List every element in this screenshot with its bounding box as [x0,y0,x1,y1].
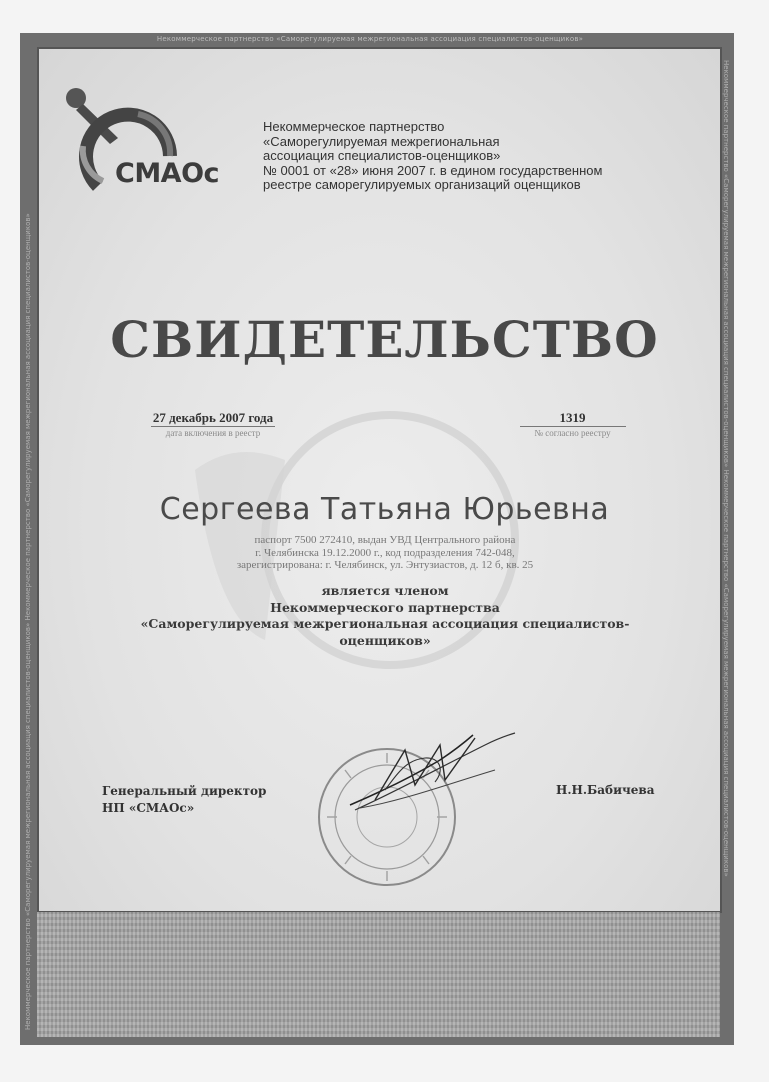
membership-line: Некоммерческого партнерства [270,599,500,615]
registry-number-field [510,409,635,438]
org-line: реестре саморегулируемых организаций оценщиков [263,177,581,192]
membership-statement [130,583,640,649]
membership-line: оценщиков» [339,632,431,648]
signatory-position-line1: Генеральный директор [102,784,267,798]
registry-date-field [118,409,308,438]
registry-number-caption: № согласно реестру [534,428,611,438]
border-microtext-left: Некоммерческое партнерство «Саморегулируемая межрегиональная ассоциация специалистов-оценщиков» Некоммерческое партнерство «Саморегулируемая межрегиональная ассоциация специалистов-оценщиков» [24,213,32,1030]
member-full-name: Сергеева Татьяна Юрьевна [159,492,610,527]
border-microtext-top: Некоммерческое партнерство «Саморегулируемая межрегиональная ассоциация специалистов-оценщиков» [156,35,584,43]
bottom-hatch-band [37,912,720,1037]
org-line: «Саморегулируемая межрегиональная [263,133,500,149]
organization-info [263,120,643,193]
passport-line: зарегистрирована: г. Челябинск, ул. Энтузиастов, д. 12 б, кв. 25 [236,559,534,571]
passport-details [150,534,620,572]
registry-date-value: 27 декабрь 2007 года [152,410,274,425]
membership-line: «Саморегулируемая межрегиональная ассоциация специалистов- [140,616,630,631]
certificate-title: СВИДЕТЕЛЬСТВО [110,310,659,369]
registry-number-value: 1319 [520,410,626,427]
border-microtext-right: Некоммерческое партнерство «Саморегулируемая межрегиональная ассоциация специалистов-оценщиков» Некоммерческое партнерство «Саморегулируемая межрегиональная ассоциация специалистов-оценщиков» [722,60,730,877]
membership-line: является членом [321,583,449,598]
signature-icon [345,730,520,825]
passport-line: паспорт 7500 272410, выдан УВД Центрального района [254,534,516,546]
registry-date-caption: дата включения в реестр [165,428,261,438]
org-line: ассоциация специалистов-оценщиков» [263,148,501,163]
signatory-position [102,783,266,817]
org-line: Некоммерческое партнерство [263,119,445,134]
org-line: № 0001 от «28» июня 2007 г. в едином государственном [263,162,603,178]
signatory-position-line2: НП «СМАОс» [102,801,195,815]
passport-line: г. Челябинска 19.12.2000 г., код подразделения 742-048, [255,546,515,559]
signatory-name: Н.Н.Бабичева [556,783,655,797]
logo-wordmark: СМАОс [115,158,220,189]
